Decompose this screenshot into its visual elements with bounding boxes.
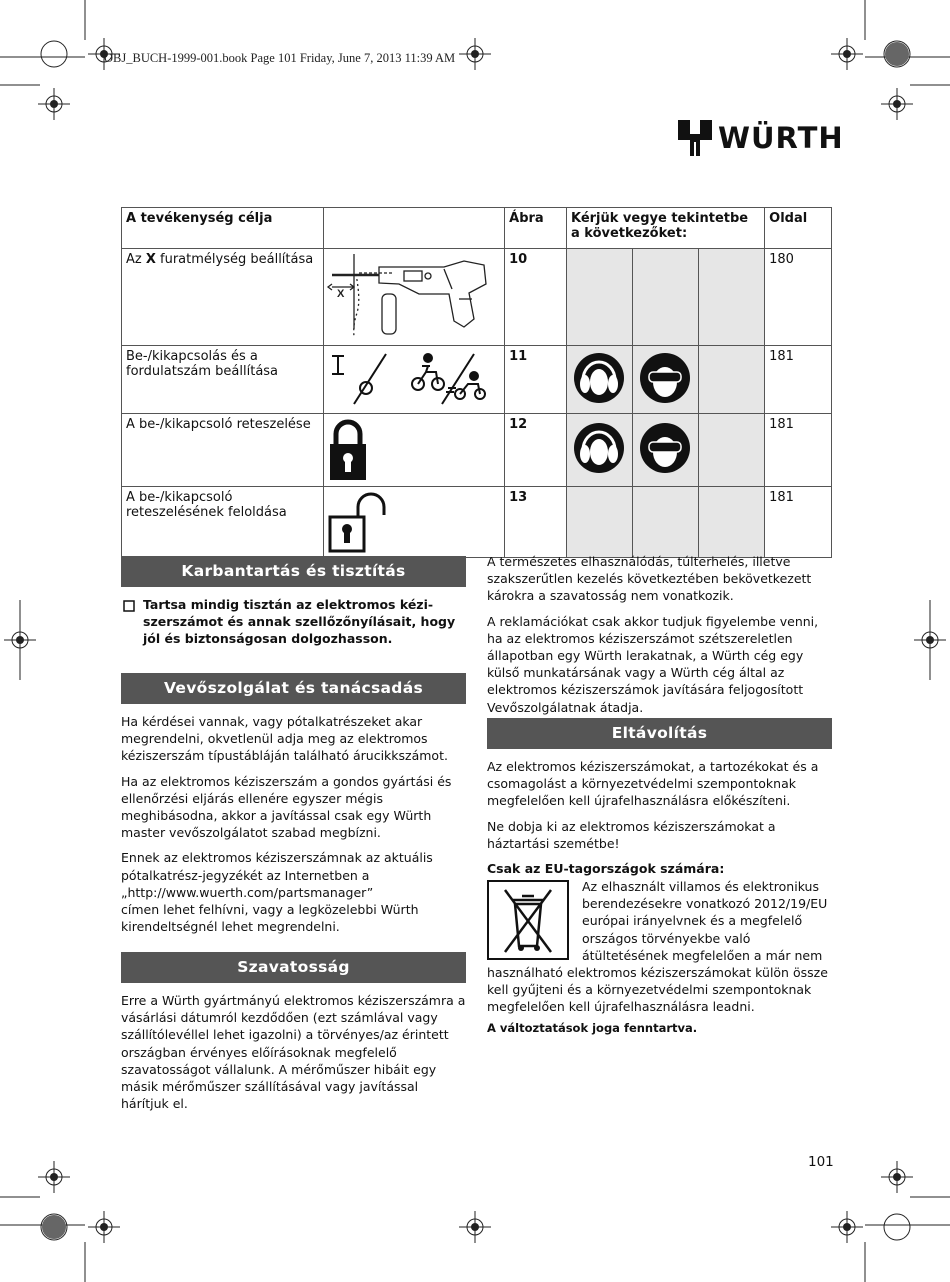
header-blank [324,208,505,249]
lock-open-icon [328,491,398,553]
disposal-text [487,758,832,881]
lock-figure [324,414,505,487]
switch-speed-figure [324,346,505,414]
warranty-continued [487,553,832,724]
row-purpose: A be-/kikapcsoló reteszelése [122,414,324,487]
table-row [122,346,832,414]
brand-name: WÜRTH [718,121,844,155]
depth-label: X [337,288,345,300]
service-paragraph: Ha kérdései vannak, vagy pótalkatrészeket akar megrendelni, okvetlenül adja meg az elektromos kéziszerszám típustábláján található árucikkszámot. [121,714,448,764]
print-header: OBJ_BUCH-1999-001.book Page 101 Friday, June 7, 2013 11:39 AM [104,51,456,65]
service-paragraph: címen lehet felhívni, vagy a legközelebbi Würth kirendeltségnél lehet megrendelni. [121,902,419,935]
header-purpose: A tevékenység célja [122,208,324,249]
drill-depth-figure [324,249,505,346]
lock-closed-icon [328,418,368,482]
row-page: 181 [765,346,832,414]
row-figure: 10 [505,249,567,346]
parts-url: „http://www.wuerth.com/partsmanager” [121,884,374,900]
disposal-paragraph: Ne dobja ki az elektromos kéziszerszámokat a háztartási szemétbe! [487,818,776,851]
on-off-speed-icons [324,346,504,409]
warranty-paragraph: Erre a Würth gyártmányú elektromos kéziszerszámra a vásárlási dátumról kezdődően (ezt számlával vagy szállítólevéllel lehet igazolni) a törvényes/az érintett országban érvényes előírásoknak megfelelő szavatosságot vállalunk. A mérőműszer hibáit egy másik mérőműszer szállításával vagy javítással hárítjuk el. [121,993,466,1112]
header-note: Kérjük vegye tekintetbe a következőket: [566,208,764,249]
section-title-service: Vevőszolgálat és tanácsadás [121,673,466,704]
warranty-paragraph: A reklamációkat csak akkor tudjuk figyelembe venni, ha az elektromos kéziszerszámot szétszereletlen állapotban egy Würth lerakatnak, a Würth cég egy külső munkatársának vagy a Würth cég által az elektromos kéziszerszámok javítására feljogosított Vevőszolgálatnak átadja. [487,613,819,715]
eu-text: Az elhasznált villamos és elektronikus berendezésekre vonatkozó 2012/19/EU európai irányelvnek és a megfelelő országos törvényekbe való átültetésének megfelelően a már nem használható elektromos kéziszerszámokat külön össze kell gyűjteni és a környezetvédelmi szempontoknak megfelelően kell újrafelhasználásra leadni. [487,879,828,1015]
ear-protection-icon [573,352,625,404]
rights-reserved: A változtatások joga fenntartva. [487,1021,698,1035]
disposal-paragraph: Az elektromos kéziszerszámokat, a tartozékokat és a csomagolást a környezetvédelmi szempontoknak megfelelően kell újrafelhasználásra előkészíteni. [487,759,819,809]
checkbox-bullet-icon [123,597,137,611]
row-purpose: A be-/kikapcsoló reteszelésének feloldása [122,487,324,558]
table-row [122,249,832,346]
row-page: 181 [765,414,832,487]
row-figure: 13 [505,487,567,558]
warranty-paragraph: A természetes elhasználódás, túlterhelés, illetve szakszerűtlen kezelés következtében bekövetkezett károkra a szavatosság nem vonatkozik. [487,554,812,604]
page-number: 101 [808,1154,834,1170]
ear-protection-icon [573,422,625,474]
wurth-logo-mark [678,120,712,156]
table-row [122,487,832,558]
activity-table [121,207,832,558]
row-page: 181 [765,487,832,558]
header-page: Oldal [765,208,832,249]
eu-text-wrap [487,878,832,1016]
table-row [122,414,832,487]
service-paragraph: Ennek az elektromos kéziszerszámnak az aktuális pótalkatrész-jegyzékét az Internetben a [121,850,433,883]
section-title-warranty: Szavatosság [121,952,466,983]
section-title-disposal: Eltávolítás [487,718,832,749]
wurth-logo [678,120,844,156]
row-figure: 12 [505,414,567,487]
row-figure: 11 [505,346,567,414]
service-text [121,713,467,943]
row-page: 180 [765,249,832,346]
section-title-maintenance: Karbantartás és tisztítás [121,556,466,587]
hammer-drill-illustration [324,249,504,341]
unlock-figure [324,487,505,558]
eye-protection-icon [639,422,691,474]
eye-protection-icon [639,352,691,404]
eu-heading: Csak az EU-tagországok számára: [487,861,725,877]
warranty-text [121,992,467,1120]
header-figure: Ábra [505,208,567,249]
service-paragraph: Ha az elektromos kéziszerszám a gondos gyártási és ellenőrzési eljárás ellenére egyszer mégis meghibásodna, akkor a javítással csak egy Würth master vevőszolgálatot szabad megbízni. [121,773,452,841]
maintenance-note: Tartsa mindig tisztán az elektromos kézi-szerszámot és annak szellőzőnyílásait, hogy jól és biztonságosan dolgozhasson. [143,597,456,647]
row-purpose: Be-/kikapcsolás és a fordulatszám beállítása [122,346,324,414]
row-purpose: Az X furatmélység beállítása [122,249,324,346]
